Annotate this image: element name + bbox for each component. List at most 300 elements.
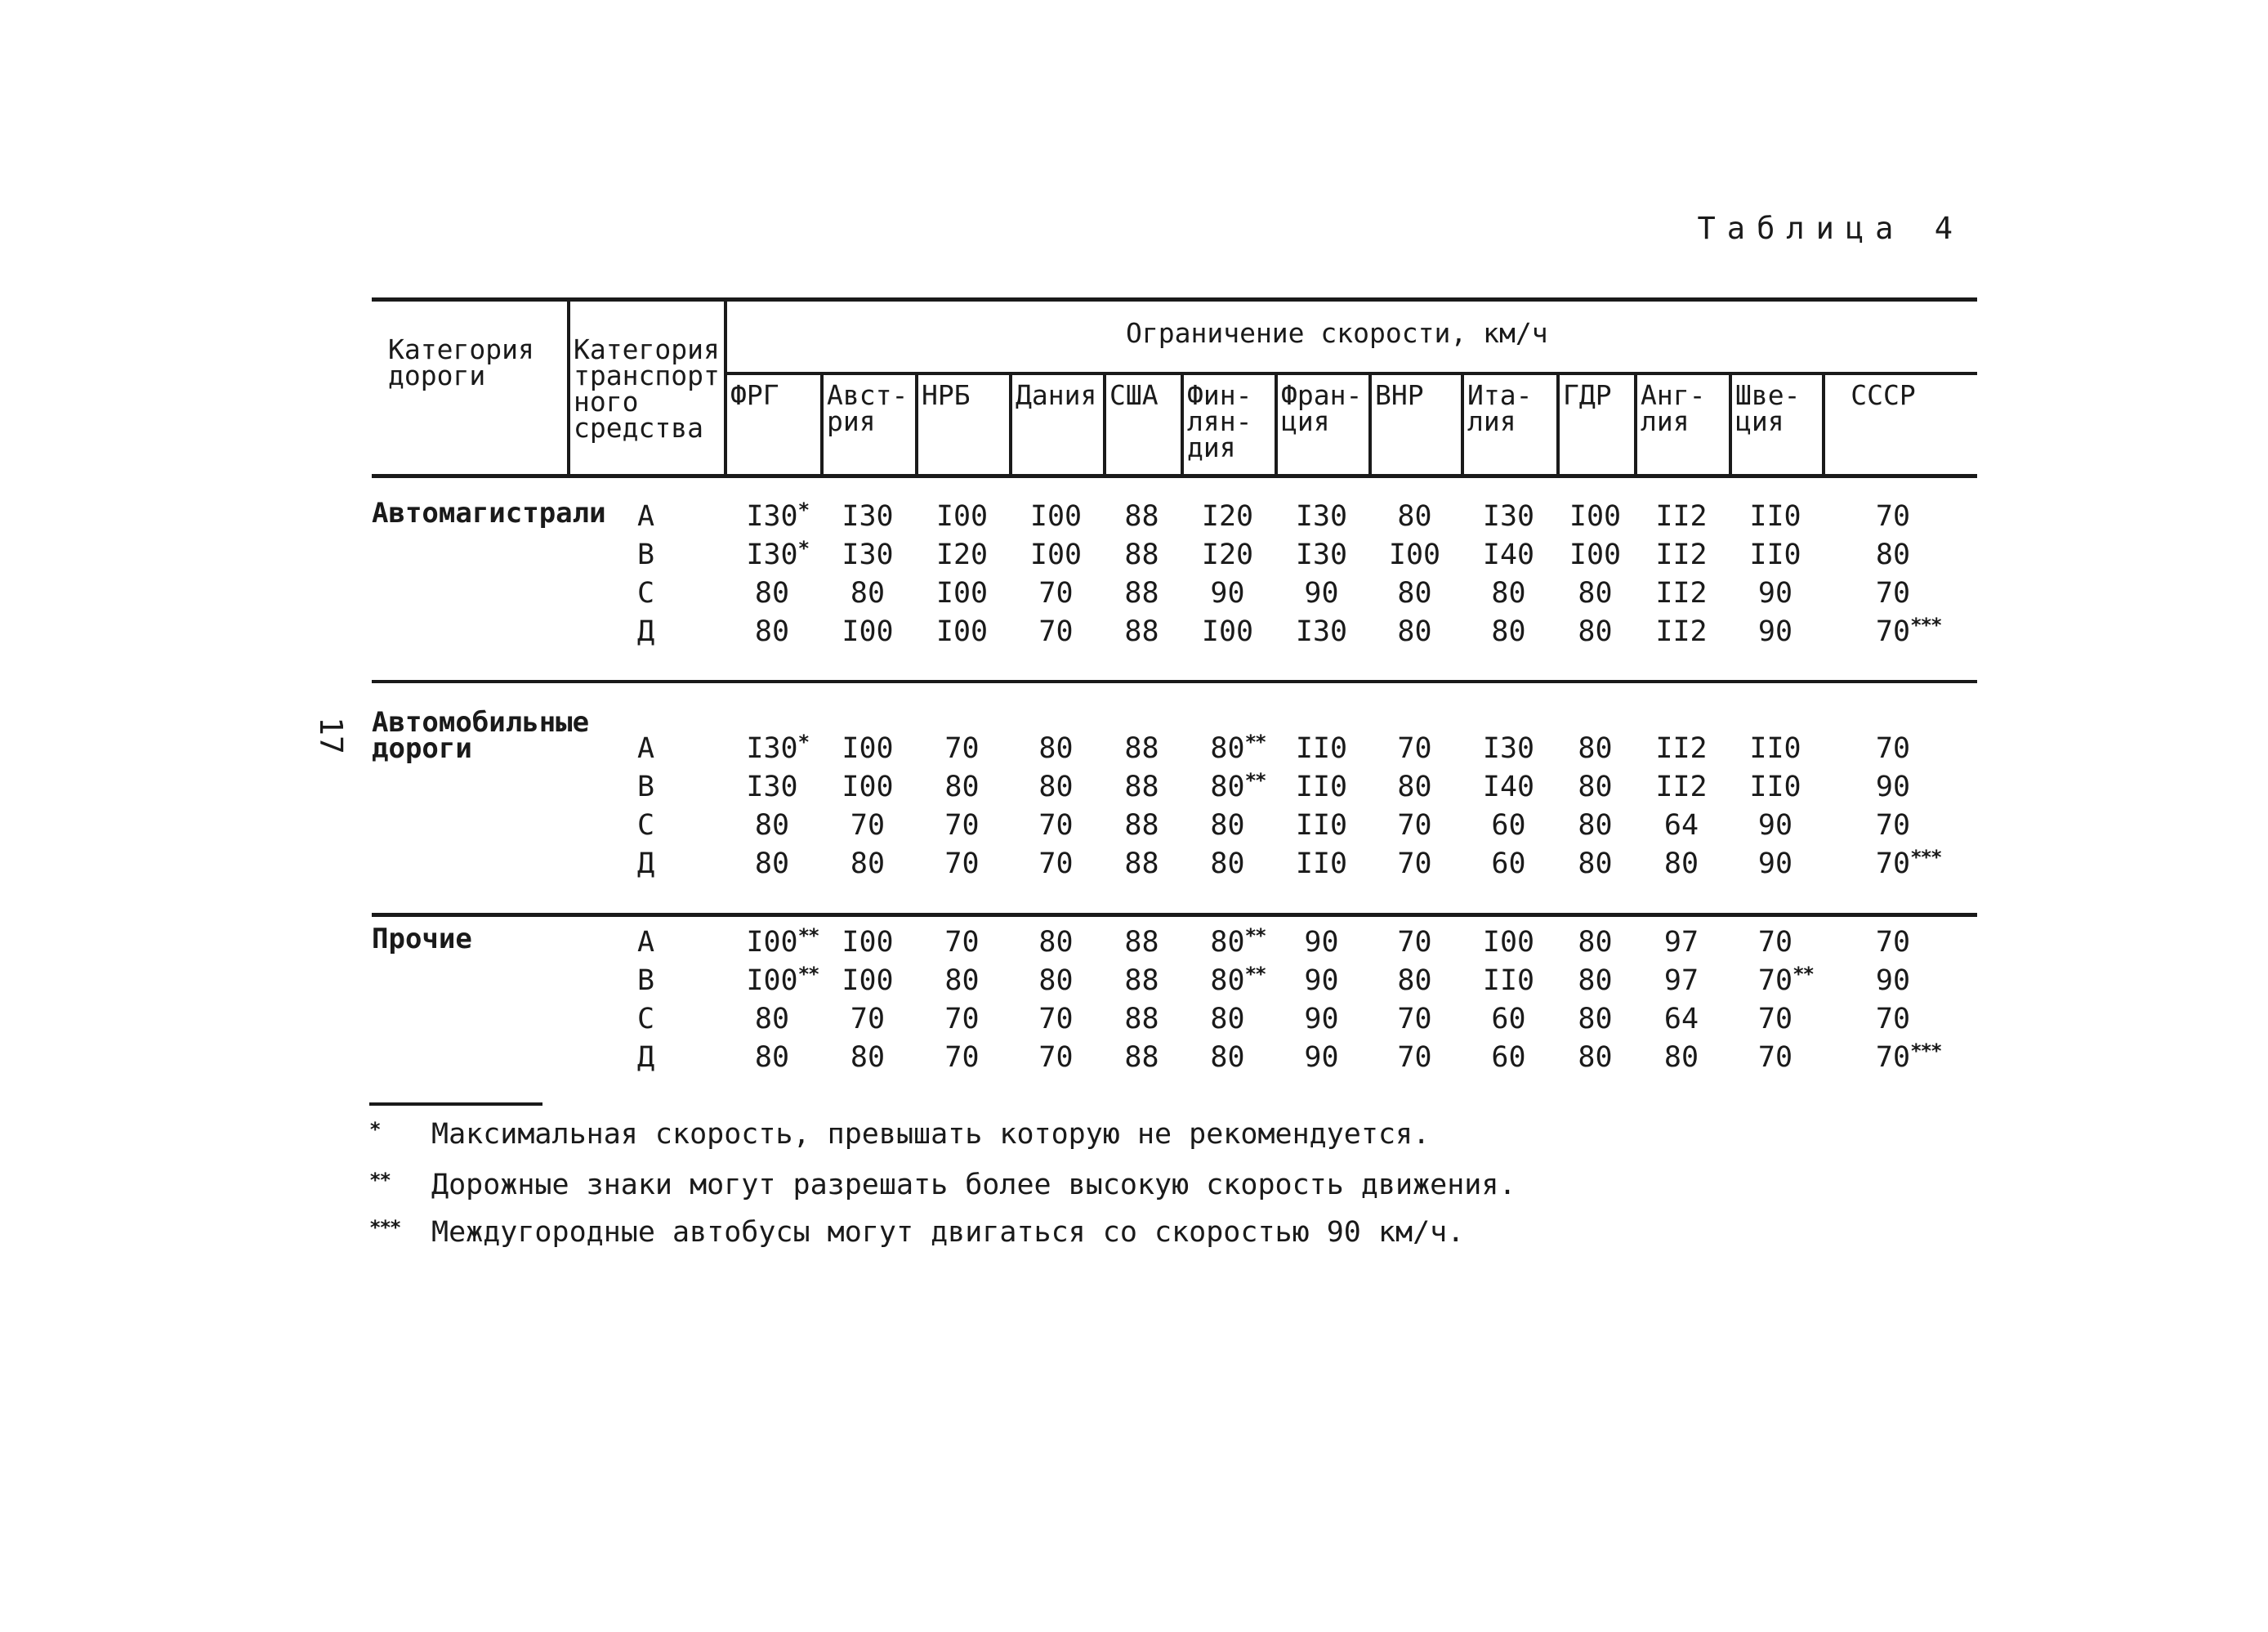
speed-cell bbox=[1547, 1003, 1645, 1035]
speed-value: 70 bbox=[1875, 1003, 1911, 1035]
speed-cell bbox=[1007, 615, 1105, 648]
speed-cell bbox=[1844, 964, 1942, 997]
speed-value: 70 bbox=[850, 809, 886, 842]
speed-cell bbox=[1460, 847, 1558, 880]
speed-cell bbox=[1726, 577, 1824, 610]
speed-cell bbox=[1179, 500, 1277, 533]
speed-value: 70 bbox=[1397, 732, 1432, 765]
speed-cell bbox=[1844, 771, 1942, 803]
speed-cell bbox=[1007, 809, 1105, 842]
country-column-divider bbox=[915, 373, 918, 476]
speed-cell bbox=[1844, 1041, 1942, 1074]
country-header: Дания bbox=[1016, 379, 1097, 411]
speed-value: 70 bbox=[1397, 809, 1432, 842]
speed-cell bbox=[1460, 926, 1558, 959]
speed-cell bbox=[1460, 500, 1558, 533]
speed-cell bbox=[819, 577, 917, 610]
speed-value: 90 bbox=[1757, 615, 1793, 648]
speed-cell bbox=[1179, 847, 1277, 880]
speed-cell bbox=[1547, 1041, 1645, 1074]
speed-value: 80 ** bbox=[1210, 926, 1244, 959]
speed-value: 70 bbox=[1038, 577, 1074, 610]
speed-value: 64 bbox=[1663, 809, 1699, 842]
speed-cell bbox=[723, 577, 821, 610]
speed-value: 90 bbox=[1304, 1041, 1339, 1074]
speed-value: I00 bbox=[1029, 500, 1083, 533]
speed-value: 80 bbox=[850, 1041, 886, 1074]
speed-cell bbox=[1726, 926, 1824, 959]
footnote bbox=[369, 1216, 1464, 1249]
speed-cell bbox=[1844, 577, 1942, 610]
speed-value: I00 bbox=[842, 615, 894, 648]
speed-value: 80 bbox=[1578, 809, 1613, 842]
speed-value: 80 bbox=[944, 964, 980, 997]
speed-value: 80 bbox=[754, 1003, 790, 1035]
speed-cell bbox=[1273, 500, 1371, 533]
speed-cell bbox=[1632, 847, 1730, 880]
speed-cell bbox=[913, 1003, 1011, 1035]
speed-value: 80 ** bbox=[1210, 771, 1244, 803]
speed-cell bbox=[1460, 771, 1558, 803]
speed-cell bbox=[723, 732, 821, 765]
speed-cell bbox=[723, 926, 821, 959]
speed-value: 80 bbox=[1578, 926, 1613, 959]
speed-cell bbox=[1366, 964, 1464, 997]
country-header: НРБ bbox=[922, 379, 971, 411]
speed-cell bbox=[1179, 964, 1277, 997]
speed-limit-header: Ограничение скорости, км/ч bbox=[1126, 317, 1548, 349]
footnote-mark: *** bbox=[1910, 846, 1941, 869]
speed-cell bbox=[819, 732, 917, 765]
speed-cell bbox=[1460, 577, 1558, 610]
speed-value: II0 bbox=[1295, 847, 1348, 880]
speed-value: 70 bbox=[850, 1003, 886, 1035]
speed-cell bbox=[819, 1003, 917, 1035]
speed-value: 70 bbox=[1397, 1041, 1432, 1074]
speed-value: 90 bbox=[1757, 577, 1793, 610]
speed-value: 88 bbox=[1124, 539, 1159, 571]
speed-cell bbox=[1844, 847, 1942, 880]
speed-cell bbox=[1547, 539, 1645, 571]
footnote-mark: *** bbox=[1910, 614, 1941, 637]
country-column-divider bbox=[1009, 373, 1012, 476]
speed-value: I20 bbox=[1201, 539, 1254, 571]
speed-value: 80 bbox=[1578, 771, 1613, 803]
footnote-symbol: * bbox=[369, 1118, 380, 1141]
speed-cell bbox=[1460, 964, 1558, 997]
speed-value: 80 bbox=[1578, 577, 1613, 610]
country-column-divider bbox=[1556, 373, 1560, 476]
speed-cell bbox=[1844, 926, 1942, 959]
speed-value: II2 bbox=[1655, 615, 1708, 648]
footnote-mark: ** bbox=[797, 924, 819, 947]
speed-cell bbox=[1844, 1003, 1942, 1035]
speed-value: 88 bbox=[1124, 577, 1159, 610]
table-top-rule bbox=[372, 297, 1977, 302]
speed-value: 97 bbox=[1663, 964, 1699, 997]
speed-value: 60 bbox=[1491, 1041, 1526, 1074]
country-header: Фин- лян- дия bbox=[1187, 379, 1252, 463]
speed-cell bbox=[913, 926, 1011, 959]
speed-cell bbox=[1273, 1003, 1371, 1035]
speed-value: II0 bbox=[1295, 732, 1348, 765]
speed-value: 80 bbox=[1875, 539, 1911, 571]
speed-cell bbox=[1007, 847, 1105, 880]
speed-value: 88 bbox=[1124, 1041, 1159, 1074]
country-column-divider bbox=[1103, 373, 1106, 476]
speed-value: 90 bbox=[1875, 964, 1911, 997]
speed-value: I30 bbox=[1482, 500, 1535, 533]
speed-cell bbox=[723, 847, 821, 880]
speed-cell bbox=[1632, 732, 1730, 765]
road-category-header: Категория дороги bbox=[388, 333, 534, 391]
speed-cell bbox=[1460, 732, 1558, 765]
speed-cell bbox=[723, 964, 821, 997]
speed-value: 90 bbox=[1304, 577, 1339, 610]
country-header: Анг- лия bbox=[1641, 379, 1706, 437]
speed-cell bbox=[1179, 577, 1277, 610]
country-header-rule bbox=[724, 372, 1977, 375]
speed-cell bbox=[1273, 615, 1371, 648]
table-label: Таблица 4 bbox=[1697, 211, 1964, 246]
speed-cell bbox=[723, 500, 821, 533]
speed-cell bbox=[1547, 771, 1645, 803]
speed-value: I30 bbox=[1295, 500, 1348, 533]
speed-value: II0 bbox=[1482, 964, 1535, 997]
speed-cell bbox=[1093, 500, 1191, 533]
speed-value: I20 bbox=[1201, 500, 1254, 533]
country-column-divider bbox=[1181, 373, 1184, 476]
speed-value: I00 bbox=[1201, 615, 1254, 648]
speed-cell bbox=[1844, 539, 1942, 571]
footnote-mark: ** bbox=[1793, 963, 1813, 986]
speed-cell bbox=[1093, 926, 1191, 959]
vehicle-category-label: С bbox=[637, 809, 655, 842]
speed-cell bbox=[1366, 615, 1464, 648]
speed-cell bbox=[1007, 964, 1105, 997]
speed-value: 80 bbox=[850, 847, 886, 880]
speed-cell bbox=[1093, 1003, 1191, 1035]
footnote-mark: ** bbox=[797, 963, 819, 986]
speed-value: 70 *** bbox=[1876, 615, 1910, 648]
speed-value: I30 * bbox=[746, 732, 797, 765]
speed-value: II0 bbox=[1749, 771, 1801, 803]
speed-value: I20 bbox=[935, 539, 989, 571]
speed-value: 90 bbox=[1210, 577, 1245, 610]
speed-value: I00 bbox=[842, 926, 894, 959]
vehicle-category-label: А bbox=[637, 926, 655, 959]
speed-value: 70 bbox=[944, 1003, 980, 1035]
footnote-text: Максимальная скорость, превышать которую не рекомендуется. bbox=[431, 1118, 1431, 1151]
speed-cell bbox=[1273, 847, 1371, 880]
speed-cell bbox=[1273, 1041, 1371, 1074]
speed-value: 80 bbox=[1578, 1041, 1613, 1074]
speed-value: I00 bbox=[935, 500, 989, 533]
speed-value: 70 bbox=[1038, 615, 1074, 648]
speed-value: 70 bbox=[1038, 809, 1074, 842]
speed-value: 80 bbox=[1663, 847, 1699, 880]
speed-value: 88 bbox=[1124, 732, 1159, 765]
speed-value: II0 bbox=[1749, 539, 1801, 571]
speed-cell bbox=[1179, 1041, 1277, 1074]
speed-cell bbox=[1093, 847, 1191, 880]
speed-cell bbox=[1632, 1003, 1730, 1035]
country-header: США bbox=[1109, 379, 1159, 411]
speed-cell bbox=[913, 539, 1011, 571]
speed-cell bbox=[1632, 500, 1730, 533]
speed-cell bbox=[1632, 577, 1730, 610]
speed-value: I00 ** bbox=[746, 926, 797, 959]
speed-cell bbox=[1273, 771, 1371, 803]
speed-cell bbox=[1093, 539, 1191, 571]
speed-value: 80 bbox=[1210, 1003, 1245, 1035]
country-header: Ита- лия bbox=[1467, 379, 1533, 437]
footnote-mark: ** bbox=[1244, 731, 1266, 753]
speed-cell bbox=[1726, 964, 1824, 997]
speed-value: 70 bbox=[944, 809, 980, 842]
speed-cell bbox=[819, 615, 917, 648]
speed-value: 70 bbox=[1397, 847, 1432, 880]
speed-cell bbox=[819, 1041, 917, 1074]
speed-value: 80 bbox=[1210, 847, 1245, 880]
speed-value: I40 bbox=[1482, 539, 1535, 571]
speed-cell bbox=[723, 771, 821, 803]
vehicle-category-label: А bbox=[637, 732, 655, 765]
speed-value: I40 bbox=[1482, 771, 1535, 803]
speed-cell bbox=[819, 539, 917, 571]
speed-value: I00 bbox=[1388, 539, 1441, 571]
speed-value: 88 bbox=[1124, 926, 1159, 959]
road-category-label: Прочие bbox=[372, 923, 472, 955]
speed-value: 64 bbox=[1663, 1003, 1699, 1035]
speed-cell bbox=[1632, 926, 1730, 959]
vehicle-category-label: В bbox=[637, 539, 655, 571]
speed-value: 70 bbox=[1757, 1041, 1793, 1074]
speed-value: 80 ** bbox=[1210, 964, 1244, 997]
speed-value: 80 bbox=[1397, 577, 1432, 610]
speed-cell bbox=[1273, 577, 1371, 610]
speed-value: 70 ** bbox=[1758, 964, 1793, 997]
speed-value: 90 bbox=[1304, 926, 1339, 959]
speed-value: I00 ** bbox=[746, 964, 797, 997]
speed-value: I30 bbox=[1482, 732, 1535, 765]
speed-value: 80 bbox=[754, 577, 790, 610]
vehicle-category-label: С bbox=[637, 1003, 655, 1035]
speed-cell bbox=[723, 615, 821, 648]
speed-cell bbox=[1547, 615, 1645, 648]
speed-value: I00 bbox=[842, 771, 894, 803]
speed-cell bbox=[1179, 732, 1277, 765]
speed-cell bbox=[1632, 539, 1730, 571]
speed-value: 70 bbox=[1038, 847, 1074, 880]
country-header: ФРГ bbox=[730, 379, 779, 411]
speed-cell bbox=[1007, 539, 1105, 571]
country-header: ГДР bbox=[1563, 379, 1612, 411]
speed-value: II2 bbox=[1655, 539, 1708, 571]
speed-cell bbox=[1460, 539, 1558, 571]
speed-cell bbox=[1007, 577, 1105, 610]
speed-value: II0 bbox=[1749, 500, 1801, 533]
speed-value: II2 bbox=[1655, 732, 1708, 765]
speed-cell bbox=[1726, 809, 1824, 842]
speed-value: 80 bbox=[1578, 615, 1613, 648]
speed-cell bbox=[1460, 809, 1558, 842]
speed-value: I00 bbox=[1029, 539, 1083, 571]
country-column-divider bbox=[1729, 373, 1732, 476]
speed-cell bbox=[1726, 847, 1824, 880]
speed-cell bbox=[1844, 500, 1942, 533]
speed-cell bbox=[913, 577, 1011, 610]
speed-value: 70 bbox=[944, 1041, 980, 1074]
speed-value: 80 bbox=[1578, 732, 1613, 765]
speed-value: 80 bbox=[1578, 964, 1613, 997]
speed-cell bbox=[819, 771, 917, 803]
speed-value: I30 bbox=[746, 771, 798, 803]
vehicle-category-label: С bbox=[637, 577, 655, 610]
footnote-rule bbox=[369, 1102, 542, 1106]
country-column-divider bbox=[1634, 373, 1637, 476]
speed-value: 80 bbox=[1210, 1041, 1245, 1074]
speed-cell bbox=[1179, 809, 1277, 842]
speed-value: II2 bbox=[1655, 577, 1708, 610]
speed-value: 60 bbox=[1491, 1003, 1526, 1035]
speed-value: I30 * bbox=[746, 539, 797, 571]
speed-value: 70 bbox=[1397, 926, 1432, 959]
speed-value: 70 bbox=[944, 732, 980, 765]
speed-cell bbox=[1366, 732, 1464, 765]
country-header: Шве- ция bbox=[1735, 379, 1801, 437]
speed-value: 80 bbox=[1397, 964, 1432, 997]
speed-value: I00 bbox=[842, 732, 894, 765]
speed-cell bbox=[1179, 771, 1277, 803]
speed-cell bbox=[1366, 926, 1464, 959]
speed-cell bbox=[1366, 577, 1464, 610]
country-column-divider bbox=[1275, 373, 1278, 476]
speed-value: II0 bbox=[1295, 771, 1348, 803]
speed-value: 90 bbox=[1304, 964, 1339, 997]
speed-value: 70 bbox=[944, 847, 980, 880]
speed-value: 80 bbox=[1210, 809, 1245, 842]
speed-cell bbox=[1726, 615, 1824, 648]
speed-value: 90 bbox=[1757, 847, 1793, 880]
speed-value: 80 bbox=[754, 809, 790, 842]
speed-cell bbox=[1179, 615, 1277, 648]
footnote-mark: ** bbox=[1244, 769, 1266, 792]
footnote-mark: * bbox=[797, 731, 809, 753]
vehicle-category-label: В bbox=[637, 771, 655, 803]
speed-cell bbox=[1366, 809, 1464, 842]
speed-value: 80 bbox=[754, 847, 790, 880]
speed-value: 80 bbox=[944, 771, 980, 803]
speed-value: 80 bbox=[754, 1041, 790, 1074]
speed-value: 90 bbox=[1757, 809, 1793, 842]
speed-value: II0 bbox=[1749, 732, 1801, 765]
speed-cell bbox=[1007, 771, 1105, 803]
speed-value: I30 bbox=[842, 500, 894, 533]
footnote-symbol: ** bbox=[369, 1169, 390, 1192]
country-column-divider bbox=[1461, 373, 1464, 476]
footnote-mark: ** bbox=[1244, 924, 1266, 947]
speed-cell bbox=[1632, 964, 1730, 997]
speed-cell bbox=[1093, 964, 1191, 997]
speed-cell bbox=[1632, 809, 1730, 842]
speed-value: 80 bbox=[1663, 1041, 1699, 1074]
speed-cell bbox=[1366, 771, 1464, 803]
speed-value: 60 bbox=[1491, 847, 1526, 880]
speed-value: 80 bbox=[1038, 732, 1074, 765]
speed-value: 70 *** bbox=[1876, 1041, 1910, 1074]
speed-value: 88 bbox=[1124, 1003, 1159, 1035]
speed-value: 80 bbox=[1397, 615, 1432, 648]
country-header: Авст- рия bbox=[827, 379, 909, 437]
speed-value: I00 bbox=[1569, 500, 1622, 533]
group-divider-1 bbox=[372, 680, 1977, 683]
speed-value: I30 bbox=[842, 539, 894, 571]
vehicle-category-label: А bbox=[637, 500, 655, 533]
speed-cell bbox=[1007, 500, 1105, 533]
speed-cell bbox=[1273, 732, 1371, 765]
speed-value: 80 bbox=[1038, 926, 1074, 959]
speed-cell bbox=[1632, 1041, 1730, 1074]
footnote-mark: * bbox=[797, 499, 809, 521]
speed-cell bbox=[819, 500, 917, 533]
speed-value: 70 *** bbox=[1876, 847, 1910, 880]
speed-cell bbox=[1632, 771, 1730, 803]
speed-cell bbox=[1726, 771, 1824, 803]
speed-cell bbox=[1093, 771, 1191, 803]
speed-value: 80 bbox=[850, 577, 886, 610]
speed-value: I30 bbox=[1295, 615, 1348, 648]
speed-cell bbox=[1366, 539, 1464, 571]
speed-cell bbox=[1844, 615, 1942, 648]
footnote-mark: * bbox=[797, 537, 809, 560]
speed-cell bbox=[913, 771, 1011, 803]
speed-value: I00 bbox=[842, 964, 894, 997]
header-divider bbox=[724, 300, 727, 476]
speed-cell bbox=[1366, 500, 1464, 533]
speed-value: I00 bbox=[935, 577, 989, 610]
speed-cell bbox=[1460, 615, 1558, 648]
speed-value: II2 bbox=[1655, 500, 1708, 533]
speed-cell bbox=[723, 809, 821, 842]
speed-cell bbox=[1273, 964, 1371, 997]
speed-value: 88 bbox=[1124, 964, 1159, 997]
speed-cell bbox=[723, 1041, 821, 1074]
speed-cell bbox=[913, 500, 1011, 533]
speed-value: 88 bbox=[1124, 847, 1159, 880]
speed-value: I00 bbox=[1569, 539, 1622, 571]
speed-cell bbox=[1547, 577, 1645, 610]
speed-cell bbox=[1726, 500, 1824, 533]
speed-value: 80 bbox=[754, 615, 790, 648]
speed-value: 88 bbox=[1124, 500, 1159, 533]
speed-value: 70 bbox=[1875, 732, 1911, 765]
speed-cell bbox=[819, 964, 917, 997]
speed-cell bbox=[1726, 1003, 1824, 1035]
speed-cell bbox=[1007, 926, 1105, 959]
speed-cell bbox=[1547, 926, 1645, 959]
speed-cell bbox=[1547, 809, 1645, 842]
speed-value: 80 bbox=[1038, 771, 1074, 803]
speed-value: 88 bbox=[1124, 809, 1159, 842]
speed-cell bbox=[1726, 732, 1824, 765]
speed-cell bbox=[1547, 847, 1645, 880]
footnote-text: Дорожные знаки могут разрешать более высокую скорость движения. bbox=[431, 1169, 1516, 1201]
speed-value: 97 bbox=[1663, 926, 1699, 959]
speed-cell bbox=[1093, 577, 1191, 610]
speed-value: 70 bbox=[1038, 1041, 1074, 1074]
speed-value: 80 bbox=[1578, 1003, 1613, 1035]
